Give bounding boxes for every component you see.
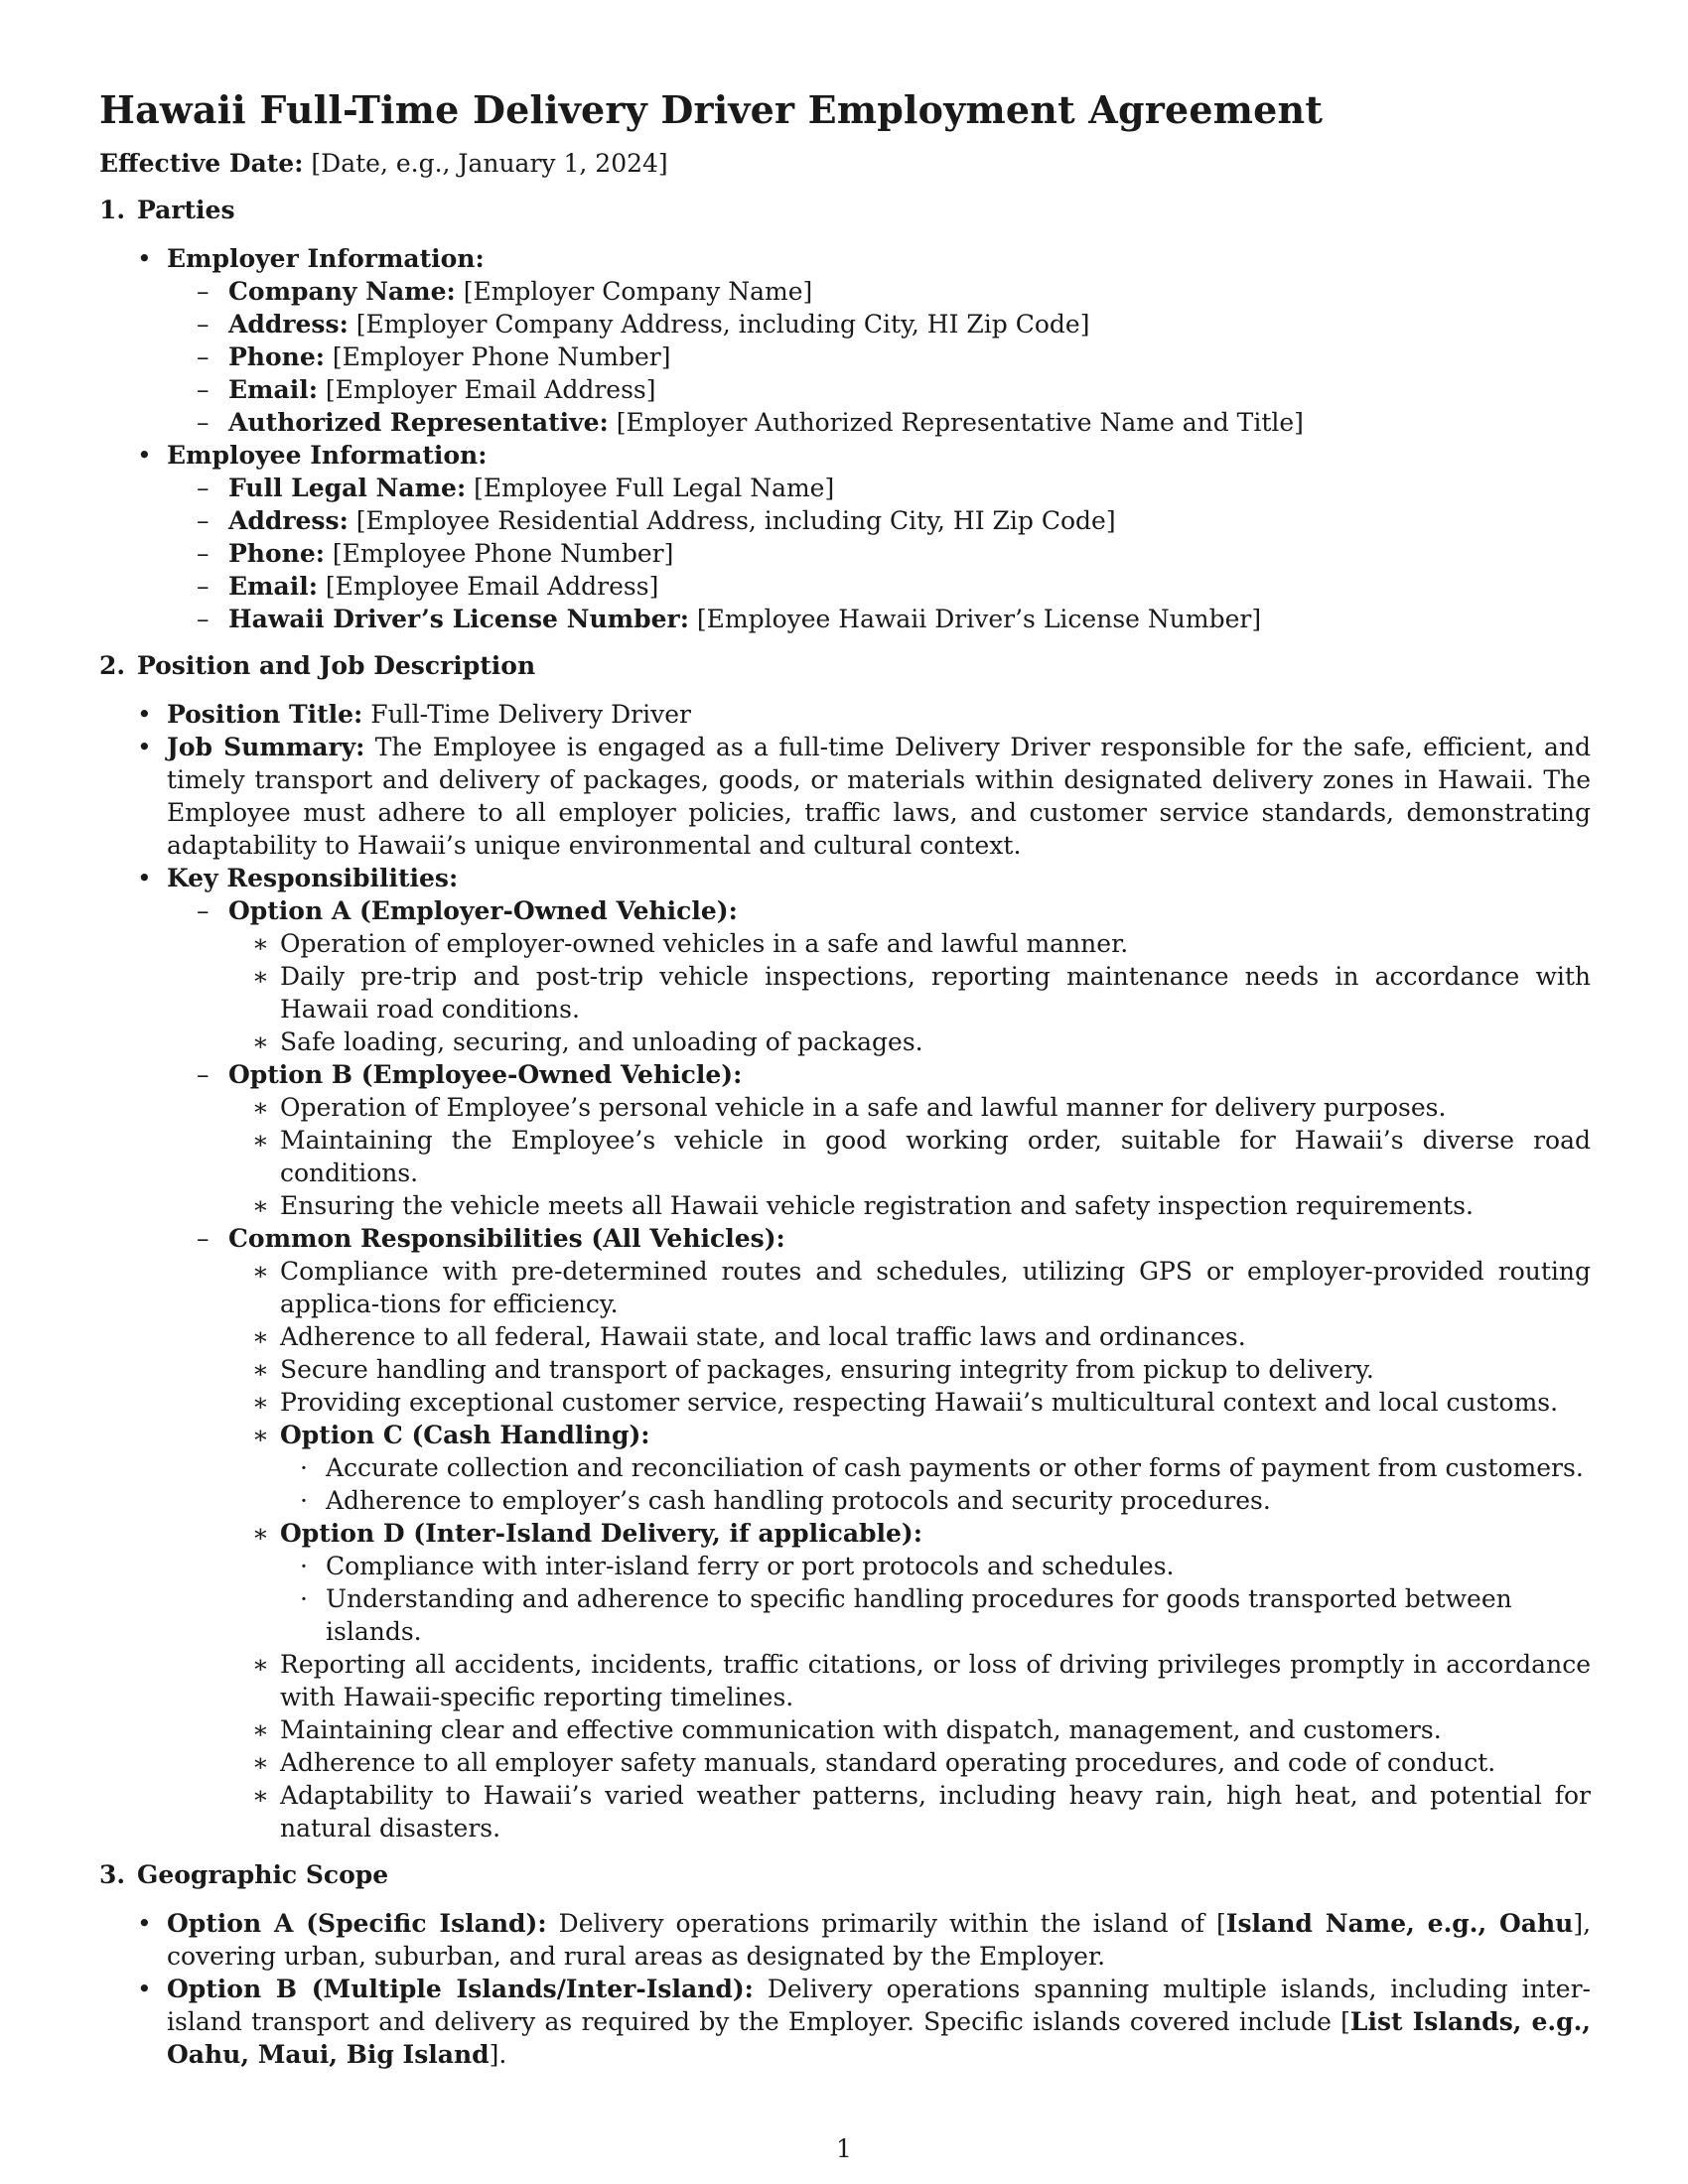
section-title: Geographic Scope (137, 1860, 389, 1889)
list-item: · Understanding and adherence to specific handling procedures for goods transported between islands. (280, 1582, 1591, 1648)
field-value: [Employee Hawaii Driver’s License Number] (696, 605, 1262, 633)
geographic-option-b: • Option B (Multiple Islands/Inter-Island): Delivery operations spanning multiple islands, including inter-island transport and delivery as required by the Employer. Specific islands covered include [List Islands, e.g., Oahu, Maui, Big Island]. (99, 1973, 1591, 2071)
geographic-option-a: • Option A (Specific Island): Delivery operations primarily within the island of [Island Name, e.g., Oahu], covering urban, suburban, and rural areas as designated by the Employer. (99, 1907, 1591, 1973)
option-d-inter-island (228, 1517, 1591, 1648)
employer-field (167, 341, 1591, 373)
field-value: [Employer Company Name] (463, 277, 813, 306)
field-value: [Employer Email Address] (325, 375, 656, 404)
field-label: Hawaii Driver’s License Number: (228, 605, 689, 633)
list-item: ∗ Providing exceptional customer service, respecting Hawaii’s multicultural context and local customs. (228, 1386, 1591, 1419)
list-item: ∗ Daily pre-trip and post-trip vehicle inspections, reporting maintenance needs in accordance with Hawaii road conditions. (228, 960, 1591, 1025)
option-text: . (498, 2040, 507, 2069)
employer-field (167, 275, 1591, 308)
section-number: 2. (99, 651, 126, 680)
option-text: Delivery operations spanning multiple islands, including inter-island transport and delivery as required by the Employer. Specific islands covered include (167, 1975, 1591, 2036)
field-label: Company Name: (228, 277, 456, 306)
employer-information (99, 242, 1591, 439)
option-label: Common Responsibilities (All Vehicles): (228, 1224, 785, 1253)
effective-date-label: Effective Date: (99, 149, 304, 178)
island-placeholder: Island Name, e.g., Oahu (1225, 1909, 1574, 1938)
option-label: Option A (Specific Island): (167, 1909, 547, 1938)
option-a-items (228, 927, 1591, 1058)
employer-field (167, 373, 1591, 406)
option-label: Option C (Cash Handling): (280, 1421, 650, 1449)
list-item: ∗ Compliance with pre-determined routes and schedules, utilizing GPS or employer-provided routing applica-tions for efficiency. (228, 1255, 1591, 1320)
section-heading-position (99, 649, 1591, 682)
employee-field (167, 504, 1591, 537)
document-title: Hawaii Full-Time Delivery Driver Employment Agreement (99, 87, 1324, 132)
list-item: ∗ Operation of Employee’s personal vehicle in a safe and lawful manner for delivery purposes. (228, 1091, 1591, 1124)
option-b-employee-vehicle (167, 1058, 1591, 1222)
field-label: Address: (228, 506, 349, 535)
field-label: Full Legal Name: (228, 474, 467, 502)
option-c-items (280, 1451, 1591, 1517)
list-item: ∗ Operation of employer-owned vehicles in a safe and lawful manner. (228, 927, 1591, 960)
field-value: Full-Time Delivery Driver (370, 700, 691, 729)
field-value: [Employer Phone Number] (332, 342, 671, 371)
list-item: ∗ Maintaining clear and effective communication with dispatch, management, and customers. (228, 1713, 1591, 1746)
common-items (228, 1255, 1591, 1844)
field-value: [Employee Phone Number] (332, 539, 674, 568)
list-item: ∗ Adherence to all employer safety manuals, standard operating procedures, and code of conduct. (228, 1746, 1591, 1779)
employee-fields (167, 472, 1591, 635)
common-responsibilities (167, 1222, 1591, 1844)
page-number: 1 (836, 2134, 852, 2163)
field-label: Email: (228, 375, 318, 404)
employer-info-label: Employer Information: (167, 244, 485, 273)
list-item: ∗ Reporting all accidents, incidents, traffic citations, or loss of driving privileges promptly in accordance with Hawaii-specific reporting timelines. (228, 1648, 1591, 1713)
field-value: [Employee Email Address] (325, 572, 659, 601)
option-label: Option B (Employee-Owned Vehicle): (228, 1060, 743, 1089)
field-label: Authorized Representative: (228, 408, 609, 437)
section-title: Parties (137, 196, 235, 224)
list-item: · Accurate collection and reconciliation of cash payments or other forms of payment from customers. (280, 1451, 1591, 1484)
field-value: [Employer Company Address, including City, HI Zip Code] (355, 310, 1090, 339)
job-summary (99, 731, 1591, 862)
employee-field (167, 537, 1591, 570)
option-c-cash-handling (228, 1419, 1591, 1517)
employer-field (167, 308, 1591, 341)
section-number: 3. (99, 1860, 126, 1889)
option-b-items (228, 1091, 1591, 1222)
field-label: Phone: (228, 342, 325, 371)
option-text: Delivery operations primarily within the island of (558, 1909, 1204, 1938)
section-heading-parties (99, 194, 1591, 226)
position-list (99, 698, 1591, 1844)
employer-field (167, 406, 1591, 439)
employee-field (167, 570, 1591, 603)
parties-list (99, 242, 1591, 635)
list-item: ∗ Ensuring the vehicle meets all Hawaii vehicle registration and safety inspection requirements. (228, 1189, 1591, 1222)
section-heading-geographic (99, 1858, 1591, 1891)
option-d-items (280, 1550, 1591, 1648)
section-title: Position and Job Description (137, 651, 536, 680)
list-item: ∗ Maintaining the Employee’s vehicle in good working order, suitable for Hawaii’s diverse road conditions. (228, 1124, 1591, 1189)
employee-field (167, 603, 1591, 635)
field-value: [Employee Full Legal Name] (474, 474, 835, 502)
field-label: Position Title: (167, 700, 363, 729)
islands-placeholder: List Islands, e.g., Oahu, Maui, Big Island (167, 2007, 1591, 2069)
list-item: · Compliance with inter-island ferry or port protocols and schedules. (280, 1550, 1591, 1582)
geographic-list (99, 1907, 1591, 2071)
option-label: Option D (Inter-Island Delivery, if applicable): (280, 1519, 922, 1548)
list-item: ∗ Safe loading, securing, and unloading of packages. (228, 1025, 1591, 1058)
list-item: ∗ Adaptability to Hawaii’s varied weather patterns, including heavy rain, high heat, and potential for natural disasters. (228, 1779, 1591, 1844)
option-text: , covering urban, suburban, and rural areas as designated by the Employer. (167, 1909, 1592, 1971)
employee-information (99, 439, 1591, 635)
option-a-employer-vehicle (167, 894, 1591, 1058)
list-item: · Adherence to employer’s cash handling protocols and security procedures. (280, 1484, 1591, 1517)
option-label: Option A (Employer-Owned Vehicle): (228, 896, 738, 925)
field-label: Job Summary: (167, 733, 365, 761)
list-item: ∗ Secure handling and transport of packages, ensuring integrity from pickup to delivery. (228, 1353, 1591, 1386)
list-item: ∗ Adherence to all federal, Hawaii state, and local traffic laws and ordinances. (228, 1320, 1591, 1353)
position-title (99, 698, 1591, 731)
field-label: Address: (228, 310, 349, 339)
field-label: Phone: (228, 539, 325, 568)
field-label: Email: (228, 572, 318, 601)
field-value: [Employee Residential Address, including City, HI Zip Code] (355, 506, 1116, 535)
key-responsibilities (99, 862, 1591, 1844)
employee-field (167, 472, 1591, 504)
section-number: 1. (99, 196, 126, 224)
field-value: [Employer Authorized Representative Name and Title] (616, 408, 1304, 437)
effective-date-value: [Date, e.g., January 1, 2024] (311, 149, 668, 178)
responsibility-options (167, 894, 1591, 1844)
document-page (99, 87, 1591, 2071)
effective-date (99, 147, 1591, 180)
option-label: Option B (Multiple Islands/Inter-Island): (167, 1975, 754, 2003)
field-value: The Employee is engaged as a full-time Delivery Driver responsible for the safe, efficient, and timely transport and delivery of packages, goods, or materials within designated delivery zones in Hawaii. The Employee must adhere to all employer policies, traffic laws, and customer service standards, demonstrating adaptability to Hawaii’s unique environmental and cultural context. (167, 733, 1591, 860)
key-responsibilities-label: Key Responsibilities: (167, 864, 459, 892)
employee-info-label: Employee Information: (167, 441, 488, 470)
employer-fields (167, 275, 1591, 439)
